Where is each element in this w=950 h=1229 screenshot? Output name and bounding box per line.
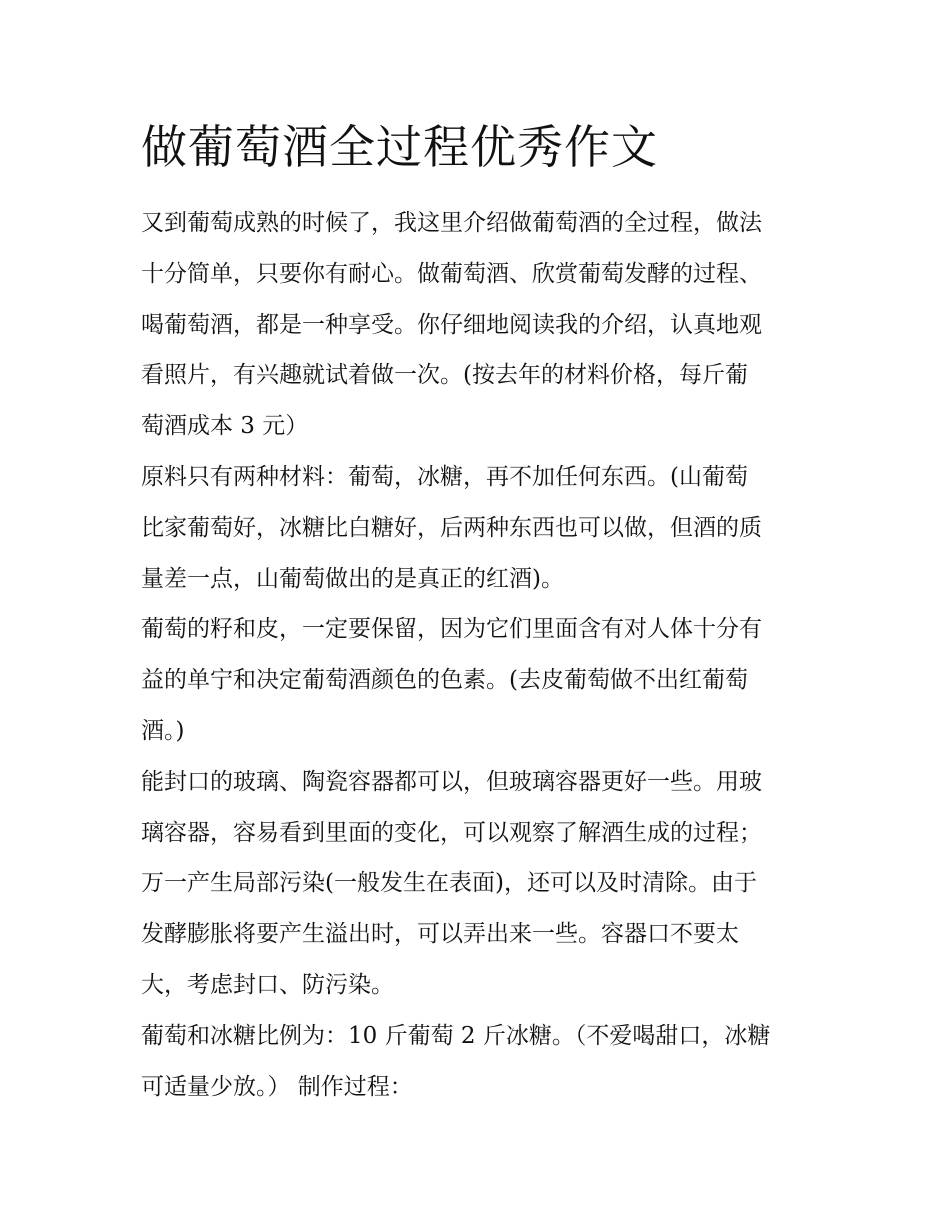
text-line: 又到葡萄成熟的时候了，我这里介绍做葡萄酒的全过程，做法 <box>141 210 762 236</box>
text-line: 能封口的玻璃、陶瓷容器都可以，但玻璃容器更好一些。用玻 <box>141 768 762 795</box>
text-line: 万一产生局部污染(一般发生在表面)，还可以及时清除。由于 <box>141 870 757 897</box>
text-line: 比家葡萄好，冰糖比白糖好，后两种东西也可以做，但酒的质 <box>141 514 762 541</box>
paragraph-containers <box>141 757 813 1011</box>
document-content <box>141 118 813 1112</box>
text-line: 大，考虑封口、防污染。 <box>141 971 394 998</box>
paragraph-ingredients <box>141 452 813 604</box>
paragraph-intro <box>141 198 813 452</box>
text-line: 酒。) <box>141 717 185 744</box>
text-line: 益的单宁和决定葡萄酒颜色的色素。(去皮葡萄做不出红葡萄 <box>141 667 748 694</box>
text-line: 可适量少放。） 制作过程： <box>141 1073 413 1100</box>
paragraph-seeds-skin <box>141 604 813 756</box>
text-line: 喝葡萄酒，都是一种享受。你仔细地阅读我的介绍，认真地观 <box>141 311 762 338</box>
text-line: 原料只有两种材料：葡萄，冰糖，再不加任何东西。(山葡萄 <box>141 463 748 490</box>
text-line: 十分简单，只要你有耐心。做葡萄酒、欣赏葡萄发酵的过程、 <box>141 260 762 287</box>
text-line: 萄酒成本 3 元） <box>141 413 309 440</box>
document-title: 做葡萄酒全过程优秀作文 <box>141 120 658 174</box>
paragraph-ratio <box>141 1011 813 1113</box>
text-line: 发酵膨胀将要产生溢出时，可以弄出来一些。容器口不要太 <box>141 921 739 948</box>
text-line: 葡萄和冰糖比例为：10 斤葡萄 2 斤冰糖。（不爱喝甜口，冰糖 <box>141 1022 771 1049</box>
text-line: 葡萄的籽和皮，一定要保留，因为它们里面含有对人体十分有 <box>141 616 762 643</box>
text-line: 璃容器，容易看到里面的变化，可以观察了解酒生成的过程； <box>141 819 762 846</box>
text-line: 量差一点，山葡萄做出的是真正的红酒)。 <box>141 565 564 592</box>
text-line: 看照片，有兴趣就试着做一次。(按去年的材料价格，每斤葡 <box>141 362 748 389</box>
